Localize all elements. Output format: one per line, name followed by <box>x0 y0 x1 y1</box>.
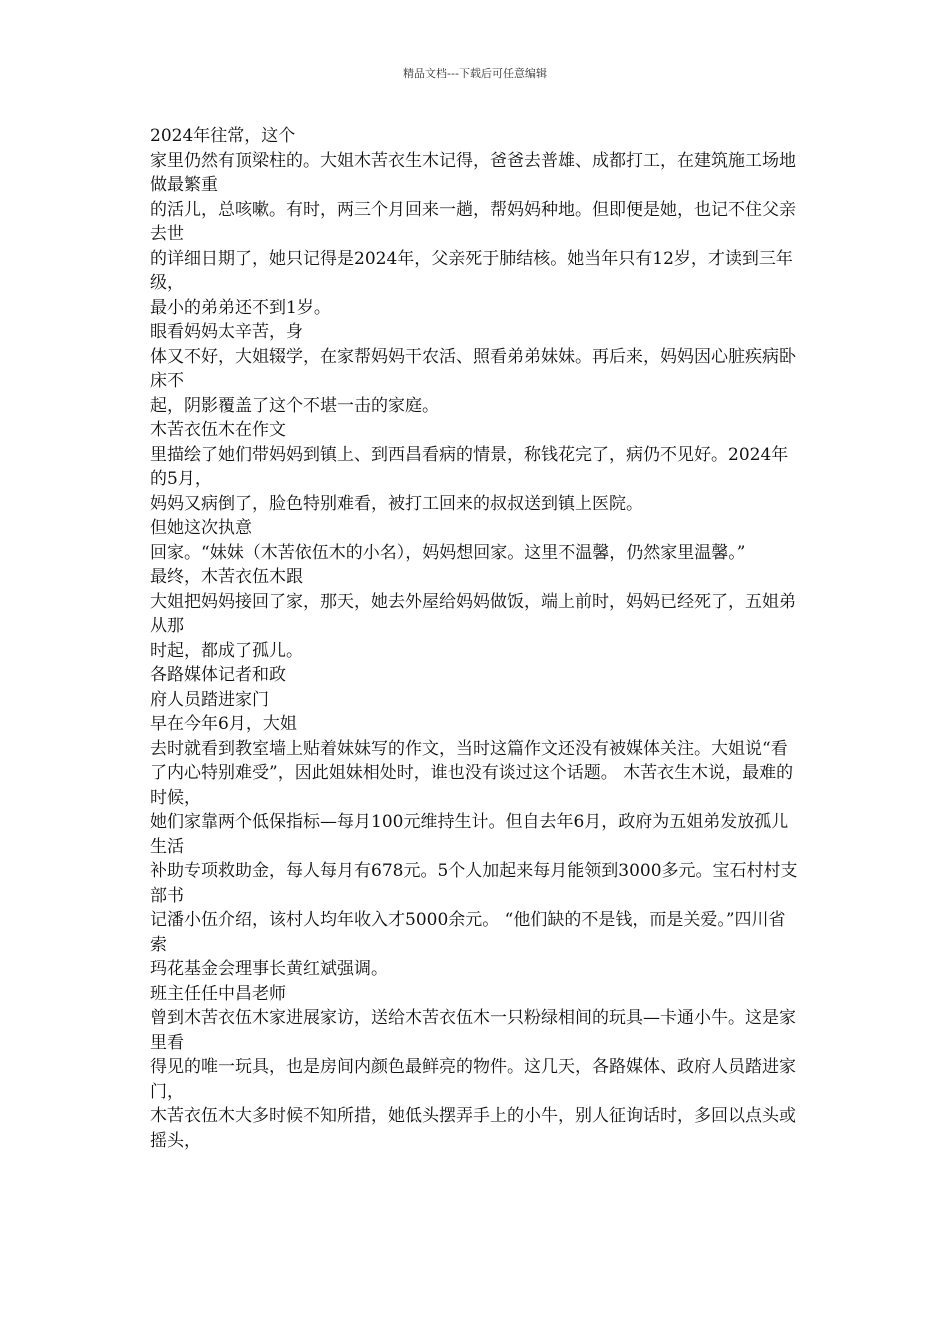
text-line: 了内心特别难受”，因此姐妹相处时，谁也没有谈过这个话题。 木苦衣生木说，最难的时候， <box>150 763 794 808</box>
text-line: 但她这次执意 <box>150 518 252 538</box>
text-line: 班主任任中昌老师 <box>150 983 286 1004</box>
text-line: 玛花基金会理事长黄红斌强调。 <box>150 959 388 979</box>
text-line: 记潘小伍介绍，该村人均年收入才5000余元。 “他们缺的不是钱，而是关爱。”四川省索 <box>150 910 786 955</box>
text-line: 木苦衣伍木在作文 <box>150 420 286 440</box>
text-line: 各路媒体记者和政 <box>150 665 286 685</box>
text-line: 补助专项救助金，每人每月有678元。5个人加起来每月能领到3000多元。宝石村村支部书 <box>150 861 798 906</box>
text-line: 回家。“妹妹（木苦依伍木的小名），妈妈想回家。这里不温馨，仍然家里温馨。” <box>150 542 746 563</box>
text-line: 妈妈又病倒了，脸色特别难看，被打工回来的叔叔送到镇上医院。 <box>150 493 643 514</box>
text-line: 大姐把妈妈接回了家，那天，她去外屋给妈妈做饭，端上前时，妈妈已经死了，五姐弟从那 <box>150 591 796 636</box>
text-line: 家里仍然有顶梁柱的。大姐木苦衣生木记得，爸爸去普雄、成都打工，在建筑施工场地做最繁重 <box>150 150 796 195</box>
text-line: 的活儿，总咳嗽。有时，两三个月回来一趟，帮妈妈种地。但即便是她，也记不住父亲去世 <box>150 199 796 244</box>
text-line: 眼看妈妈太辛苦，身 <box>150 322 303 342</box>
text-line: 府人员踏进家门 <box>150 689 269 710</box>
text-line: 最终，木苦衣伍木跟 <box>150 567 303 587</box>
text-line: 里描绘了她们带妈妈到镇上、到西昌看病的情景，称钱花完了，病仍不见好。2024年的5月， <box>150 444 789 489</box>
document-body <box>150 124 802 1153</box>
text-line: 木苦衣伍木大多时候不知所措，她低头摆弄手上的小牛，别人征询话时，多回以点头或摇头， <box>150 1106 796 1151</box>
text-line: 的详细日期了，她只记得是2024年，父亲死于肺结核。她当年只有12岁，才读到三年级， <box>150 248 793 293</box>
text-line: 曾到木苦衣伍木家进展家访，送给木苦衣伍木一只粉绿相间的玩具—卡通小牛。这是家里看 <box>150 1008 796 1053</box>
page-header: 精品文档---下载后可任意编辑 <box>403 67 547 80</box>
text-line: 2024年往常，这个 <box>150 126 296 146</box>
text-line: 起，阴影覆盖了这个不堪一击的家庭。 <box>150 395 439 416</box>
text-line: 得见的唯一玩具，也是房间内颜色最鲜亮的物件。这几天，各路媒体、政府人员踏进家门， <box>150 1057 796 1102</box>
text-line: 早在今年6月，大姐 <box>150 714 297 734</box>
text-line: 时起，都成了孤儿。 <box>150 640 303 661</box>
text-line: 去时就看到教室墙上贴着妹妹写的作文，当时这篇作文还没有被媒体关注。大姐说“看 <box>150 738 788 759</box>
text-line: 体又不好，大姐辍学，在家帮妈妈干农活、照看弟弟妹妹。再后来，妈妈因心脏疾病卧床不 <box>150 346 796 391</box>
text-line: 她们家靠两个低保指标—每月100元维持生计。但自去年6月，政府为五姐弟发放孤儿生活 <box>150 812 789 857</box>
text-line: 最小的弟弟还不到1岁。 <box>150 297 331 318</box>
